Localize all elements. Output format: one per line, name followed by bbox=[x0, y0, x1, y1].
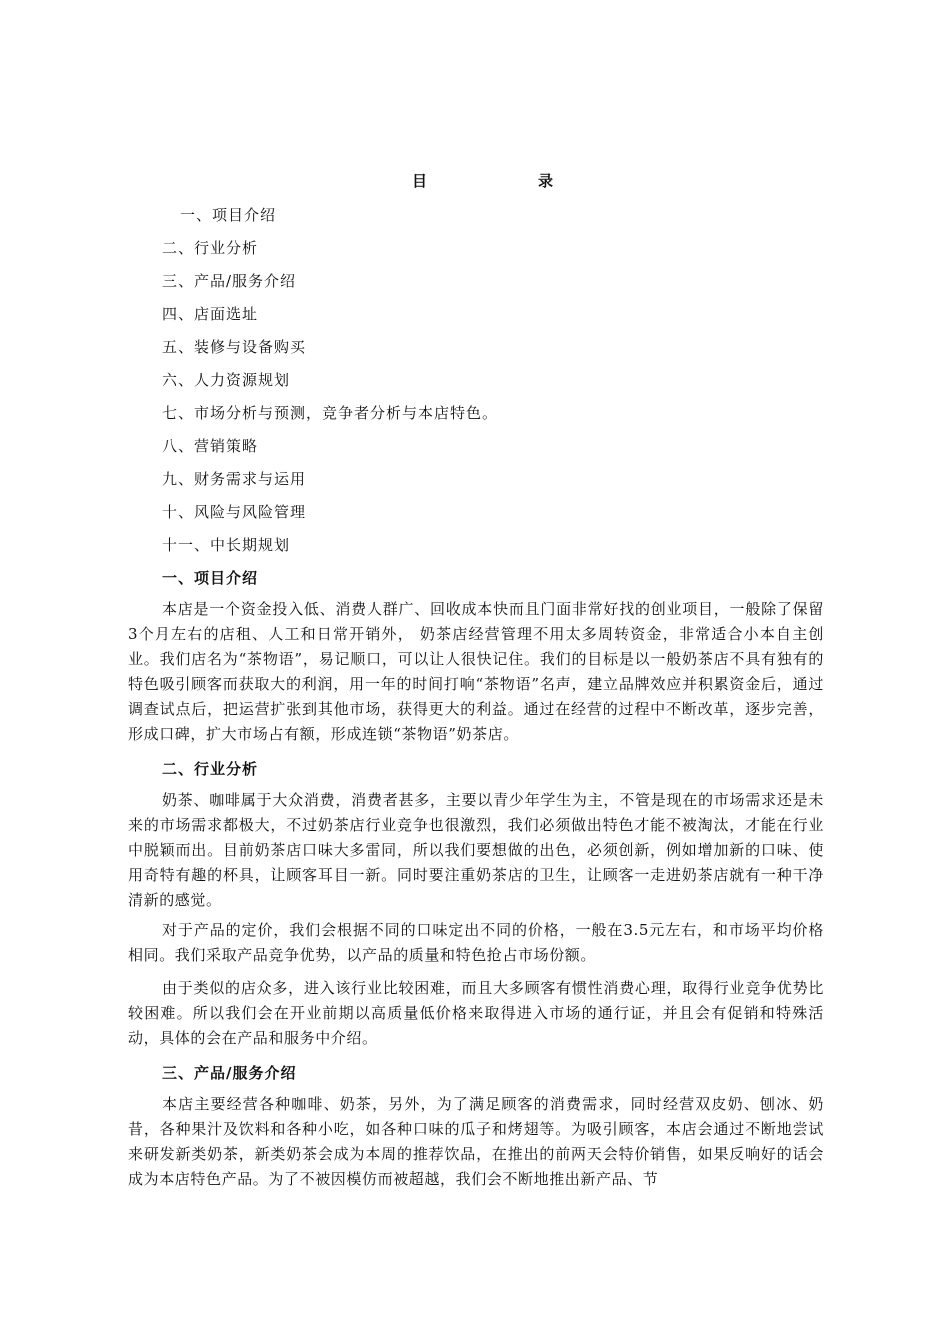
toc-item: 七、市场分析与预测，竞争者分析与本店特色。 bbox=[162, 404, 499, 422]
toc-title-right: 录 bbox=[538, 172, 554, 190]
toc-item: 八、营销策略 bbox=[162, 437, 259, 455]
toc-item: 一、项目介绍 bbox=[180, 206, 277, 224]
toc-item: 九、财务需求与运用 bbox=[162, 470, 307, 488]
section-paragraph: 本店是一个资金投入低、消费人群广、回收成本快而且门面非常好找的创业项目，一般除了保留3个月左右的店租、人工和日常开销外， 奶茶店经营管理不用太多周转资金，非常适合小本自主创业。我们店名为“茶物语”，易记顺口，可以让人很快记住。我们的目标是以一般奶茶店不具有独有的特色吸引顾客而获取大的利润，用一年的时间打响“茶物语”名声，建立品牌效应并积累资金后，通过调查试点后，把运营扩张到其他市场，获得更大的利益。通过在经营的过程中不断改革，逐步完善，形成口碑，扩大市场占有额，形成连锁“茶物语”奶茶店。 bbox=[128, 600, 824, 743]
section-paragraph: 奶茶、咖啡属于大众消费，消费者甚多，主要以青少年学生为主，不管是现在的市场需求还是未来的市场需求都极大，不过奶茶店行业竞争也很激烈，我们必须做出特色才能不被淘汰，才能在行业中脱颖而出。目前奶茶店口味大多雷同，所以我们要想做的出色，必须创新，例如增加新的口味、使用奇特有趣的杯具，让顾客耳目一新。同时要注重奶茶店的卫生，让顾客一走进奶茶店就有一种干净清新的感觉。 bbox=[128, 791, 824, 909]
toc-item: 四、店面选址 bbox=[162, 305, 259, 323]
toc-item: 六、人力资源规划 bbox=[162, 371, 291, 389]
toc-item: 二、行业分析 bbox=[162, 239, 259, 257]
section-heading: 三、产品/服务介绍 bbox=[162, 1064, 297, 1082]
toc-item: 三、产品/服务介绍 bbox=[162, 272, 297, 290]
section-paragraph: 对于产品的定价，我们会根据不同的口味定出不同的价格，一般在3.5元左右，和市场平均价格相同。我们采取产品竞争优势，以产品的质量和特色抢占市场份额。 bbox=[128, 921, 824, 964]
section-paragraph: 由于类似的店众多，进入该行业比较困难，而且大多顾客有惯性消费心理，取得行业竞争优势比较困难。所以我们会在开业前期以高质量低价格来取得进入市场的通行证，并且会有促销和特殊活动，具体的会在产品和服务中介绍。 bbox=[128, 979, 824, 1047]
section-heading: 二、行业分析 bbox=[162, 760, 259, 778]
section-paragraph: 本店主要经营各种咖啡、奶茶，另外，为了满足顾客的消费需求，同时经营双皮奶、刨冰、奶昔，各种果汁及饮料和各种小吃，如各种口味的瓜子和烤翅等。为吸引顾客，本店会通过不断地尝试来研发新类奶茶，新类奶茶会成为本周的推荐饮品，在推出的前两天会特价销售，如果反响好的话会成为本店特色产品。为了不被因模仿而被超越，我们会不断地推出新产品、节 bbox=[128, 1095, 824, 1188]
toc-item: 十、风险与风险管理 bbox=[162, 503, 307, 521]
toc-item: 十一、中长期规划 bbox=[162, 536, 291, 554]
toc-item: 五、装修与设备购买 bbox=[162, 338, 307, 356]
section-heading: 一、项目介绍 bbox=[162, 569, 259, 587]
toc-title-left: 目 bbox=[412, 172, 428, 190]
